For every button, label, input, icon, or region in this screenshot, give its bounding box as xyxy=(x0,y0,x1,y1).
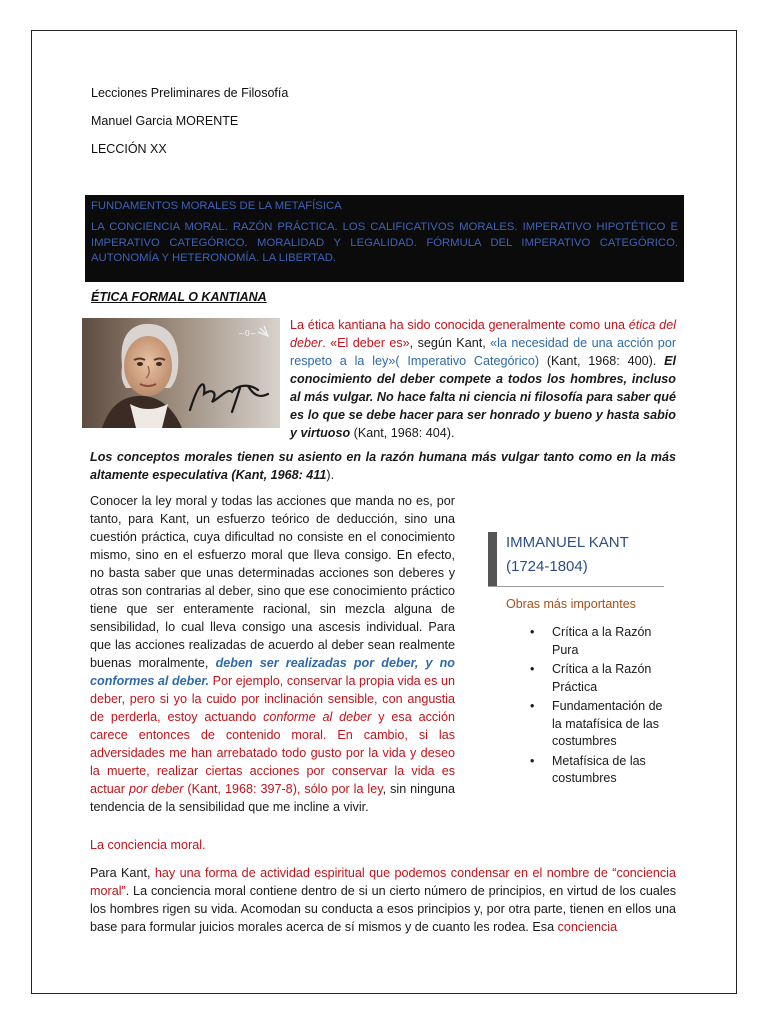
quote-end: ). xyxy=(326,468,335,482)
body-paragraph xyxy=(90,492,455,816)
intro-s8: (Kant, 1968: 404). xyxy=(350,426,455,440)
body-b5: y esa acción carece entonces de contenido moral. En cambio, si las adversidades me han arrebatado todo gusto por la vida y deseo la muerte, realizar ciertas acciones por conservar la vida es actuar xyxy=(90,710,455,796)
body-b4: conforme al deber xyxy=(263,710,372,724)
intro-paragraph xyxy=(290,316,676,442)
body-b6: por deber xyxy=(129,782,184,796)
conciencia-paragraph xyxy=(90,864,676,936)
last-l3: . La conciencia moral contiene dentro de si un cierto número de principios, en virtud de los cuales los hombres rigen su vida. Acomodan su conducta a esos principios y, por otra parte, tienen en ellos una base para formular juicios morales acerca de sí mismos y de cuanto les rodea. Esa xyxy=(90,884,676,934)
book-title: Lecciones Preliminares de Filosofía xyxy=(91,86,289,100)
list-item: • Crítica a la Razón Pura xyxy=(530,624,670,659)
lesson-number: LECCIÓN XX xyxy=(91,142,167,156)
intro-s1: La ética kantiana ha sido conocida generalmente como una xyxy=(290,318,629,332)
kant-quote xyxy=(90,448,676,484)
quote-text: Los conceptos morales tienen su asiento en la razón humana más vulgar tanto como en la más altamente especulativa (Kant, 1968: 411 xyxy=(90,450,676,482)
sidebar-subtitle: Obras más importantes xyxy=(506,597,636,611)
intro-s2: ética del deber xyxy=(290,318,676,350)
last-l4: conciencia xyxy=(557,920,618,934)
author-name: Manuel Garcia MORENTE xyxy=(91,114,239,128)
list-item: • Crítica a la Razón Práctica xyxy=(530,661,670,696)
sidebar-divider xyxy=(488,586,664,587)
intro-s3: . «El deber es» xyxy=(322,336,410,350)
list-item: • Metafísica de las costumbres xyxy=(530,753,670,788)
works-list xyxy=(530,624,670,790)
sidebar-accent-bar xyxy=(488,532,497,586)
body-b2: deben ser realizadas por deber, y no conformes al deber. xyxy=(90,656,455,688)
intro-s7: El conocimiento del deber compete a todos los hombres, incluso al más vulgar. No hace falta ni ciencia ni filosofía para saber qué es lo que se debe hacer para ser honrado y bueno y hasta sabio y virtuoso xyxy=(290,354,676,440)
svg-text:~0~: ~0~ xyxy=(238,329,257,338)
last-l2: hay una forma de actividad espiritual que podemos condensar en el nombre de “conciencia moral” xyxy=(90,866,676,898)
sidebar-years: (1724-1804) xyxy=(506,558,588,575)
kant-portrait xyxy=(82,318,280,428)
section-title: ÉTICA FORMAL O KANTIANA xyxy=(91,290,267,304)
intro-s4: , según Kant, xyxy=(409,336,491,350)
conciencia-heading: La conciencia moral. xyxy=(90,838,206,852)
body-b3: Por ejemplo, conservar la propia vida es un deber, pero si yo la cuido por inclinación sensible, con angustia de perderla, estoy actuando xyxy=(90,674,455,724)
intro-s5: «la necesidad de una acción por respeto a la ley»( Imperativo Categórico) xyxy=(290,336,677,368)
list-item: • Fundamentación de la matafísica de las costumbres xyxy=(530,698,670,751)
last-l1: Para Kant, xyxy=(90,866,155,880)
sidebar-name: IMMANUEL KANT xyxy=(506,534,629,551)
body-b7: (Kant, 1968: 397-8), sólo por la ley xyxy=(183,782,383,796)
topic-banner xyxy=(85,195,684,282)
portrait-image xyxy=(82,318,280,428)
body-b1: Conocer la ley moral y todas las acciones que manda no es, por tanto, para Kant, un esfuerzo teórico de deducción, sino una cuestión práctica, cuya dificultad no consiste en el conocimiento mismo, sino en el esfuerzo moral que lleva consigo. En efecto, no basta saber que unas determinadas acciones son deberes y otras son contrarias al deber, sino que ese conocimiento práctico tiene que ser enteramente racional, sin mezcla alguna de sensibilidad, lo cual lleva consigo una ascesis individual. Para que las acciones realizadas de acuerdo al deber sean realmente buenas moralmente, xyxy=(90,494,455,670)
body-b8: , sin ninguna tendencia de la sensibilidad que me incline a vivir. xyxy=(90,782,456,814)
banner-topics: LA CONCIENCIA MORAL. RAZÓN PRÁCTICA. LOS CALIFICATIVOS MORALES. IMPERATIVO HIPOTÉTICO E IMPERATIVO CATEGÓRICO. MORALIDAD Y LEGALIDAD. FÓRMULA DEL IMPERATIVO CATEGÓRICO. AUTONOMÍA Y HETERONOMÍA. LA LIBERTAD. xyxy=(91,221,678,264)
sidebar-title xyxy=(506,531,629,579)
banner-title: FUNDAMENTOS MORALES DE LA METAFÍSICA xyxy=(91,200,342,212)
intro-s6: (Kant, 1968: 400). xyxy=(539,354,665,368)
